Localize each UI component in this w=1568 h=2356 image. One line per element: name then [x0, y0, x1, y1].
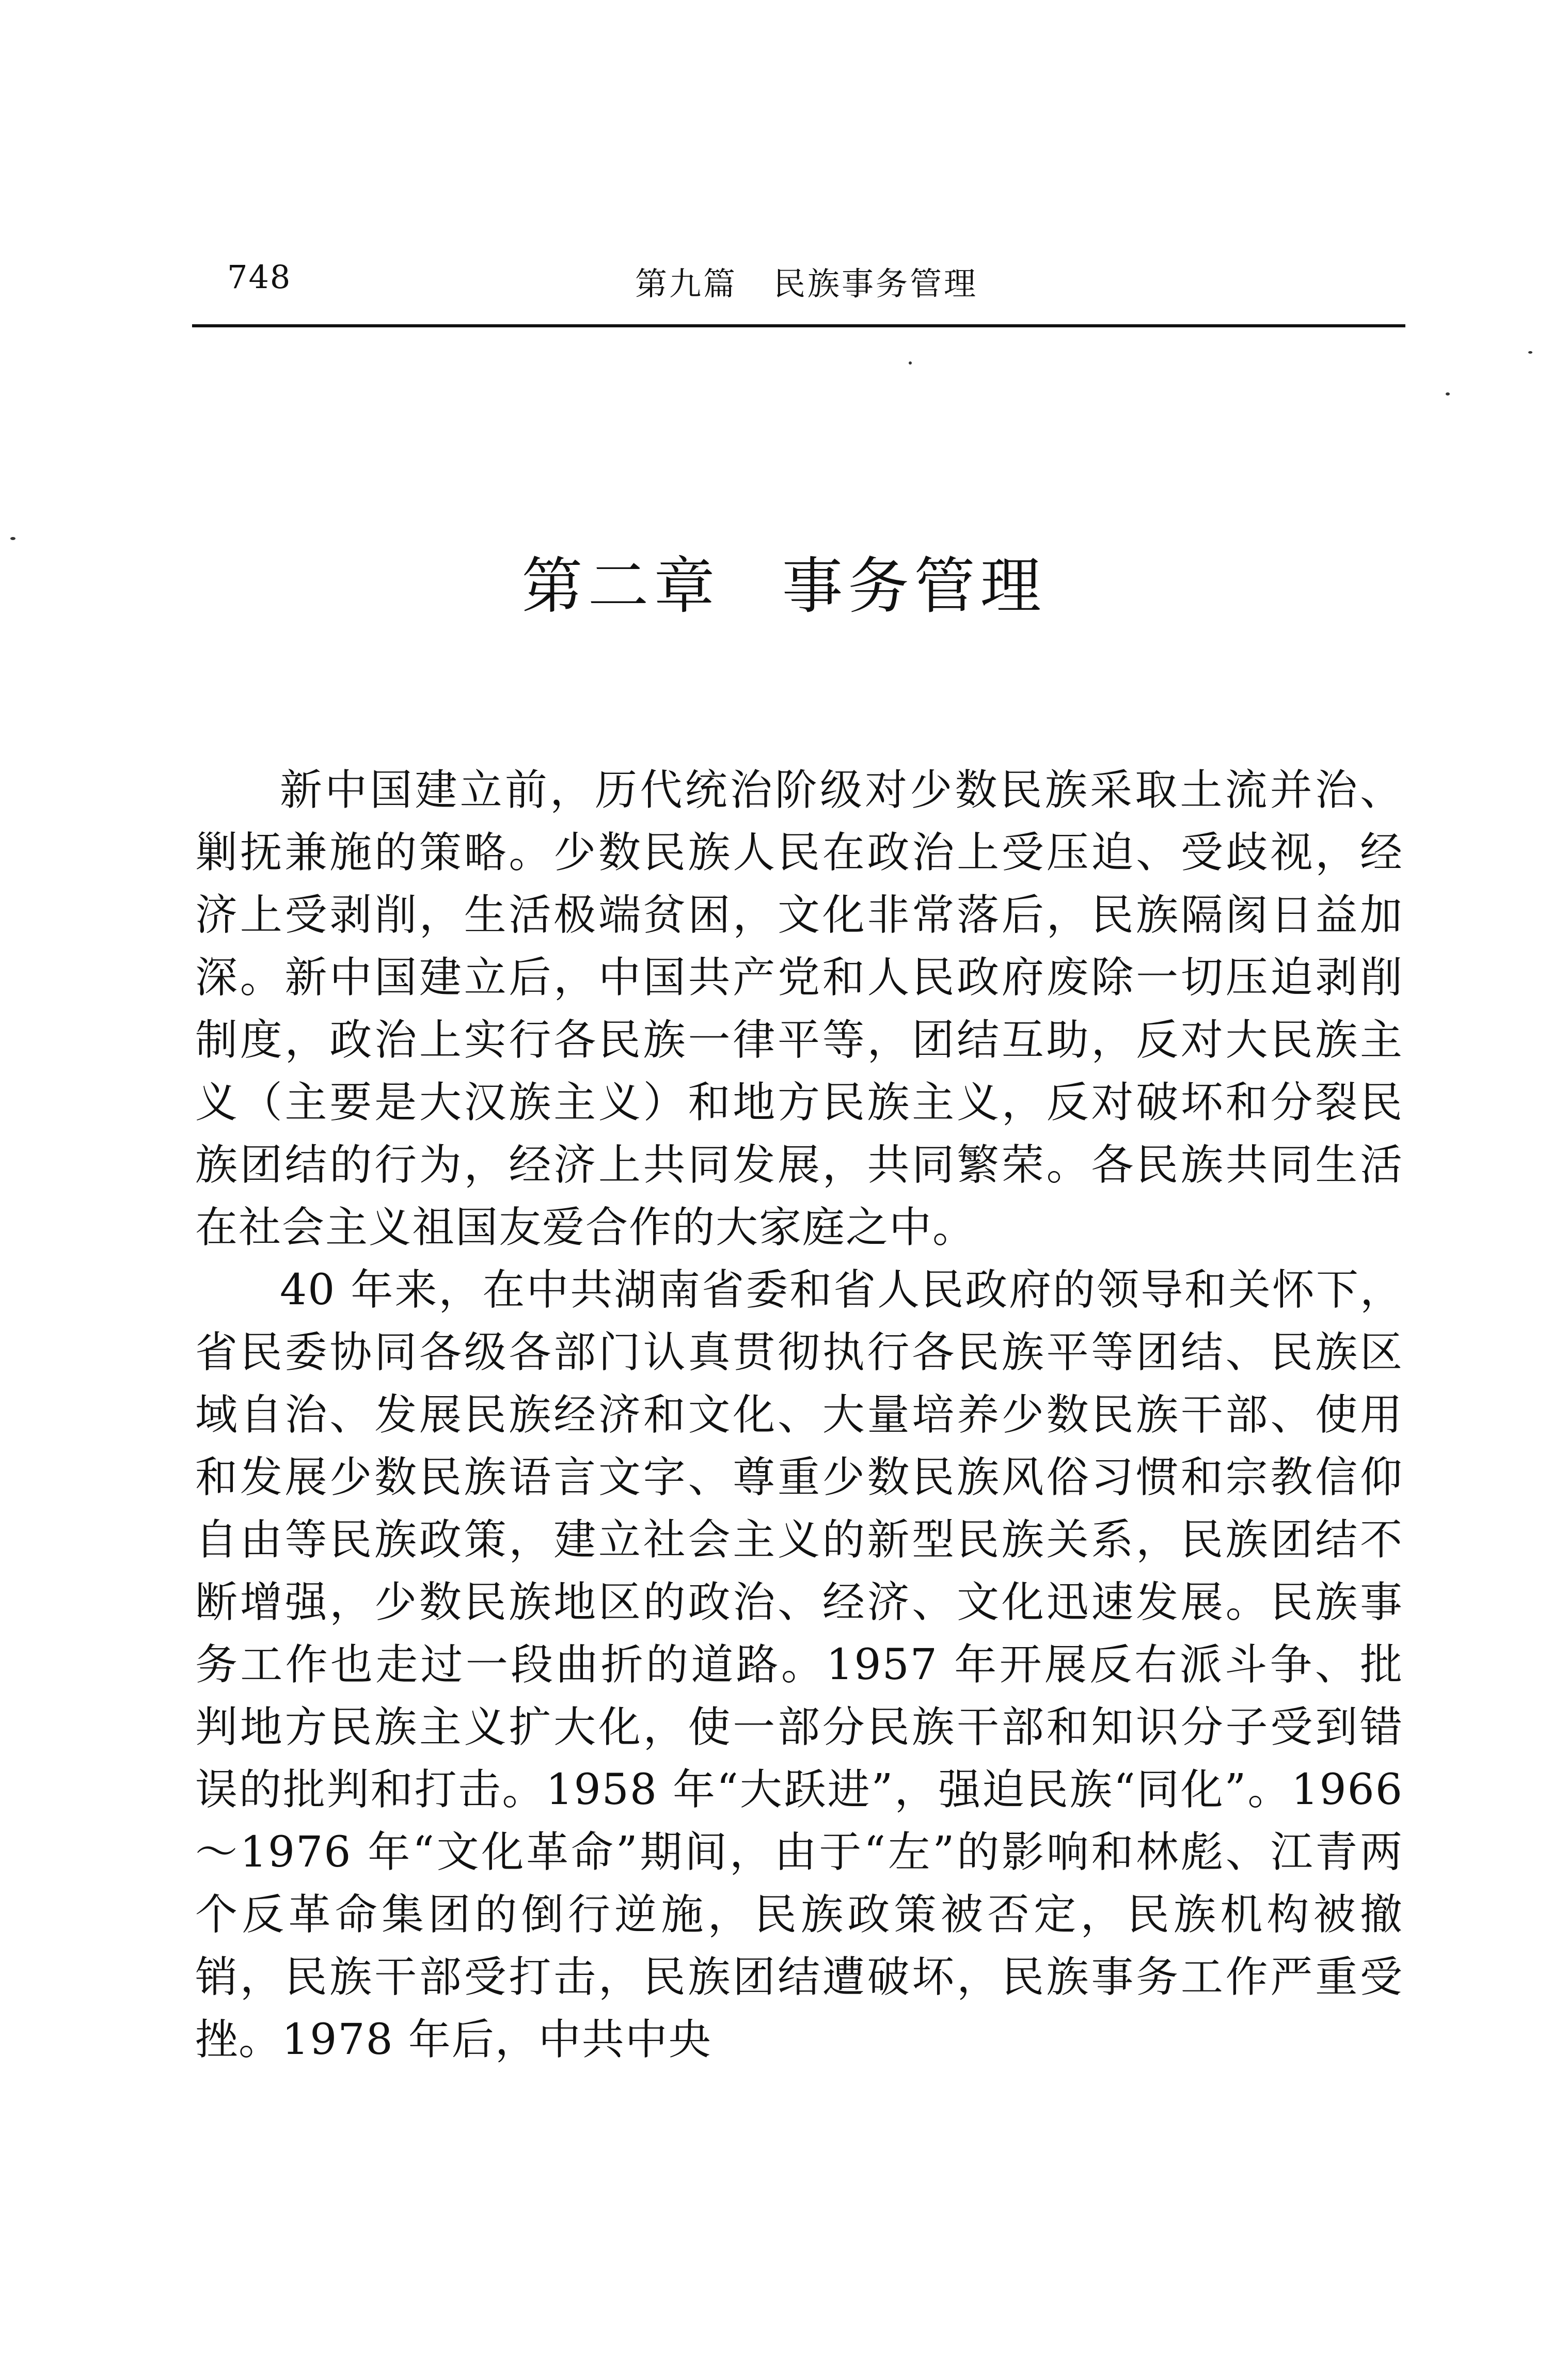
- scan-speck: [1528, 351, 1532, 354]
- scan-speck: [1446, 392, 1450, 396]
- header-rule: [192, 324, 1405, 327]
- running-head-section: 民族事务管理: [773, 265, 978, 303]
- running-head: [635, 258, 978, 304]
- paragraph: 40 年来，在中共湖南省委和省人民政府的领导和关怀下，省民委协同各级各部门认真贯彻执行各民族平等团结、民族区域自治、发展民族经济和文化、大量培养少数民族干部、使用和发展少数民族语言文字、尊重少数民族风俗习惯和宗教信仰自由等民族政策，建立社会主义的新型民族关系，民族团结不断增强，少数民族地区的政治、经济、文化迅速发展。民族事务工作也走过一段曲折的道路。1957 年开展反右派斗争、批判地方民族主义扩大化，使一部分民族干部和知识分子受到错误的批判和打击。1958 年“大跃进”，强迫民族“同化”。1966～1976 年“文化革命”期间，由于“左”的影响和林彪、江青两个反革命集团的倒行逆施，民族政策被否定，民族机构被撤销，民族干部受打击，民族团结遭破坏，民族事务工作严重受挫。1978 年后，中共中央: [195, 1266, 1403, 2064]
- chapter-title: [0, 537, 1568, 625]
- page-number: 748: [227, 258, 292, 296]
- paragraph: 新中国建立前，历代统治阶级对少数民族采取土流并治、剿抚兼施的策略。少数民族人民在政治上受压迫、受歧视，经济上受剥削，生活极端贫困，文化非常落后，民族隔阂日益加深。新中国建立后，中国共产党和人民政府废除一切压迫剥削制度，政治上实行各民族一律平等，团结互助，反对大民族主义（主要是大汉族主义）和地方民族主义，反对破坏和分裂民族团结的行为，经济上共同发展，共同繁荣。各民族共同生活在社会主义祖国友爱合作的大家庭之中。: [195, 766, 1403, 1252]
- body-text: [195, 759, 1403, 2071]
- chapter-number: 第二章: [521, 550, 720, 622]
- running-head-part: 第九篇: [635, 265, 738, 303]
- scan-speck: [909, 361, 912, 365]
- chapter-name: 事务管理: [782, 550, 1047, 622]
- scan-speck: [10, 537, 15, 540]
